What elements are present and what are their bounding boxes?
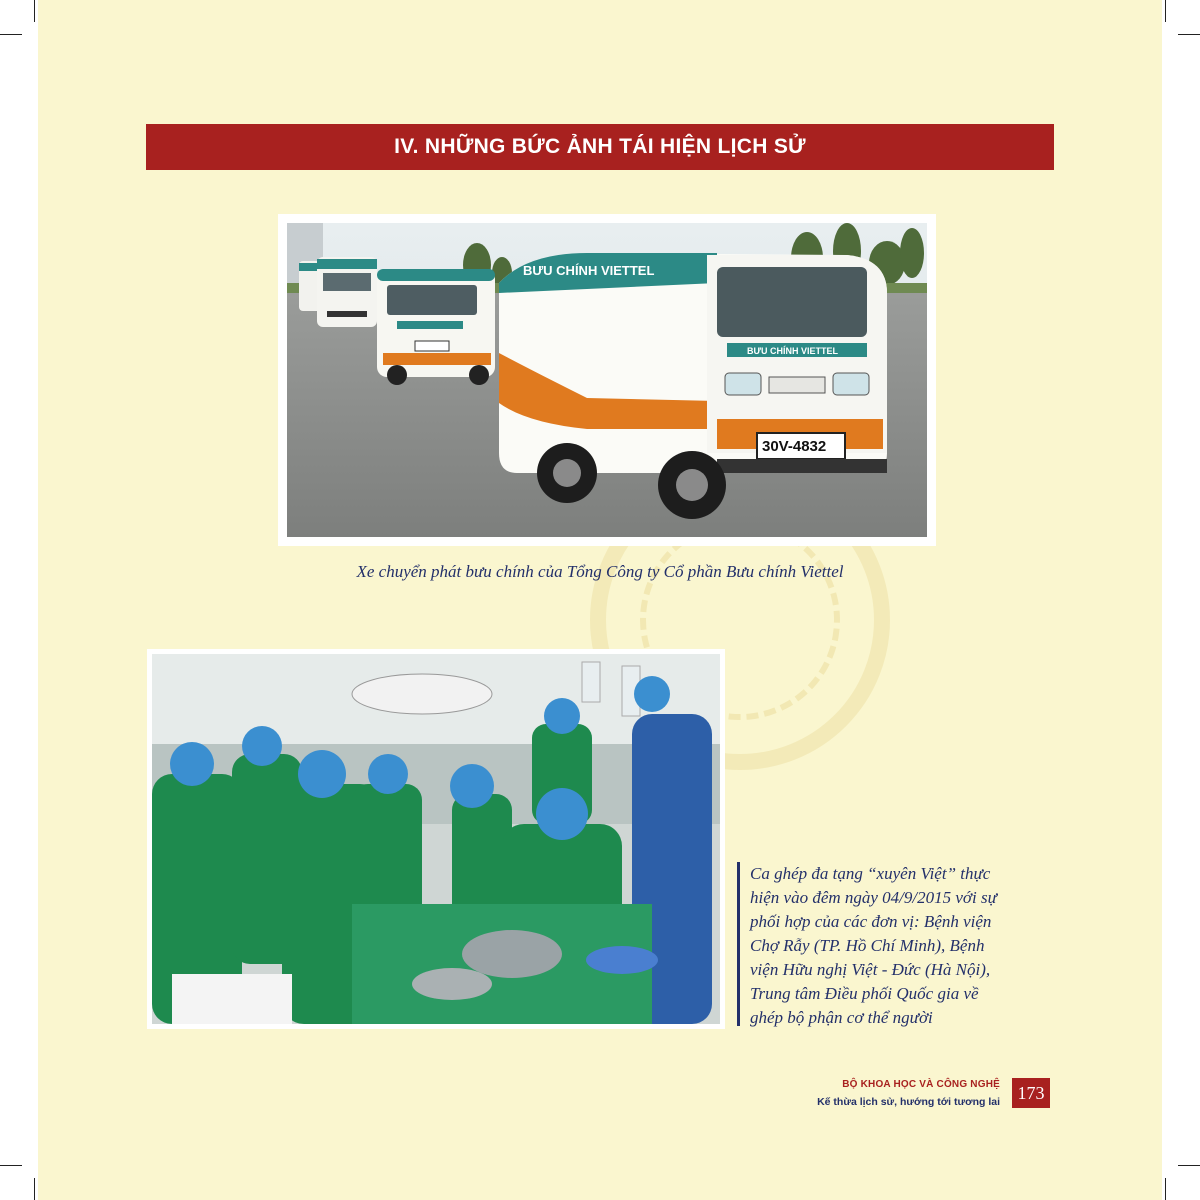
caption2-line: viện Hữu nghị Việt - Đức (Hà Nội), [750,960,991,979]
crop-mark-bottom-right [1178,1165,1200,1166]
crop-mark-bottom-right-v [1165,1178,1166,1200]
caption2-accent-bar [737,862,740,1026]
caption2-line: Trung tâm Điều phối Quốc gia về [750,984,979,1003]
crop-mark-top-left [0,34,22,35]
footer-org-name: BỘ KHOA HỌC VÀ CÔNG NGHỆ [842,1079,1000,1090]
section-title [146,124,1054,170]
photo1-caption: Xe chuyển phát bưu chính của Tổng Công ty Cổ phần Bưu chính Viettel [356,562,844,581]
footer-slogan: Kế thừa lịch sử, hướng tới tương lai [817,1096,1000,1108]
van-front-logo: BƯU CHÍNH VIETTEL [747,346,838,356]
photo2-caption [750,862,1050,1030]
caption2-line: hiện vào đêm ngày 04/9/2015 với sự [750,888,997,907]
delivery-vans-illustration [287,223,927,537]
van-side-logo: BƯU CHÍNH VIETTEL [523,263,655,278]
page-number: 173 [1012,1078,1050,1108]
surgery-illustration [152,654,720,1024]
crop-mark-bottom-left [0,1165,22,1166]
license-plate: 30V-4832 [762,438,827,455]
surgery-photo [152,654,720,1024]
page-footer [817,1079,1000,1108]
caption2-line: phối hợp của các đơn vị: Bệnh viện [750,912,992,931]
section-title-text: IV. NHỮNG BỨC ẢNH TÁI HIỆN LỊCH SỬ [394,135,806,158]
crop-mark-top-right [1178,34,1200,35]
delivery-vans-photo [287,223,927,537]
crop-mark-bottom-left-v [34,1178,35,1200]
crop-mark-top-left-v [34,0,35,22]
caption2-line: Chợ Rẫy (TP. Hồ Chí Minh), Bệnh [750,936,985,955]
caption2-line: ghép bộ phận cơ thể người [750,1008,933,1027]
crop-mark-top-right-v [1165,0,1166,22]
caption2-line: Ca ghép đa tạng “xuyên Việt” thực [750,864,991,883]
